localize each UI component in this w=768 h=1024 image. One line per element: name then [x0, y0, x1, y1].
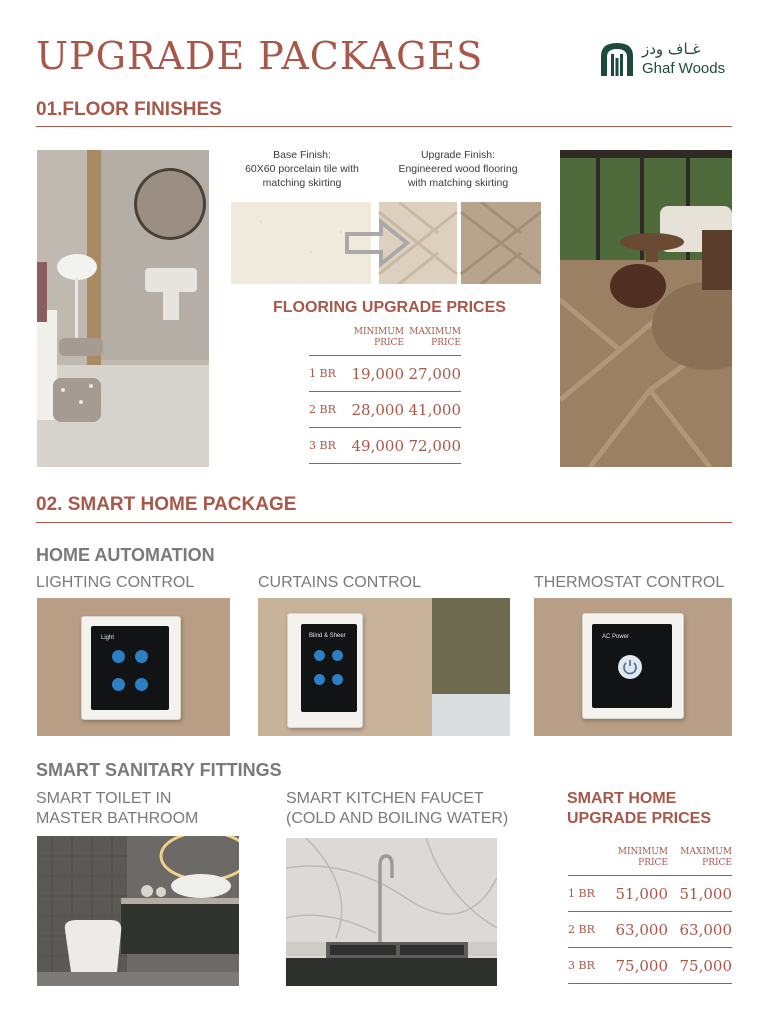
power-icon: [618, 655, 642, 679]
smart-home-price-table: [568, 847, 732, 984]
flooring-price-table: [309, 327, 461, 464]
porcelain-tile-swatch: [231, 202, 371, 284]
thermostat-control-label: THERMOSTAT CONTROL: [534, 574, 725, 591]
lighting-control-photo: [37, 598, 230, 736]
max-price-cell: 72,000: [404, 428, 461, 464]
unit-cell: 3 BR: [309, 428, 347, 464]
max-price-cell: 27,000: [404, 356, 461, 392]
floor-section-heading: 01.FLOOR FINISHES: [36, 99, 222, 120]
max-price-header-1: MAXIMUM: [680, 847, 732, 857]
window-sill: [432, 694, 510, 736]
min-price-cell: 49,000: [347, 428, 404, 464]
base-finish-caption: [232, 148, 372, 190]
max-price-cell: 75,000: [668, 948, 732, 984]
max-price-header-2: PRICE: [702, 858, 732, 868]
curtains-control-label: CURTAINS CONTROL: [258, 574, 421, 591]
max-price-header-1: MAXIMUM: [409, 327, 461, 337]
curtain-button-icon: [314, 674, 325, 685]
base-finish-label: Base Finish:: [273, 149, 331, 161]
unit-col-header: [309, 327, 347, 356]
brand-english-name: Ghaf Woods: [642, 60, 726, 77]
max-price-cell: 51,000: [668, 876, 732, 912]
light-button-icon: [135, 650, 148, 663]
upgrade-finish-label: Upgrade Finish:: [420, 149, 496, 161]
flooring-prices-title: FLOORING UPGRADE PRICES: [273, 299, 506, 316]
table-row: [309, 392, 461, 428]
smart-faucet-caption: [286, 789, 508, 829]
min-price-header-1: MINIMUM: [353, 327, 404, 337]
min-price-header: [347, 327, 404, 356]
page-title: UPGRADE PACKAGES: [36, 34, 484, 78]
table-row: [568, 948, 732, 984]
upgrade-finish-desc-2: with matching skirting: [407, 177, 509, 189]
table-row: [309, 428, 461, 464]
living-room-photo: [560, 150, 732, 467]
smart-faucet-photo: [286, 838, 497, 986]
home-automation-heading: HOME AUTOMATION: [36, 545, 215, 565]
brand-arabic-name: غـاف ودز: [642, 40, 701, 58]
unit-cell: 2 BR: [309, 392, 347, 428]
smart-prices-title: [567, 789, 711, 829]
min-price-cell: 19,000: [347, 356, 404, 392]
smart-toilet-caption: [36, 789, 198, 829]
min-price-header-2: PRICE: [638, 858, 668, 868]
light-button-icon: [112, 650, 125, 663]
curtains-screen-title: Blind & Sheer: [309, 633, 346, 639]
min-price-cell: 75,000: [608, 948, 668, 984]
lighting-control-label: LIGHTING CONTROL: [36, 574, 195, 591]
brand-logo: [598, 40, 738, 80]
upgrade-finish-caption: [388, 148, 528, 190]
curtain-button-icon: [332, 674, 343, 685]
curtains-switch-screen: [301, 624, 357, 712]
max-price-header: [404, 327, 461, 356]
min-price-cell: 63,000: [608, 912, 668, 948]
max-price-cell: 63,000: [668, 912, 732, 948]
smart-section-rule: [36, 522, 732, 523]
unit-cell: 1 BR: [309, 356, 347, 392]
curtain-button-icon: [314, 650, 325, 661]
light-button-icon: [135, 678, 148, 691]
smart-toilet-line-2: MASTER BATHROOM: [36, 810, 199, 827]
finish-swatches: [231, 202, 541, 284]
floor-section-rule: [36, 126, 732, 127]
max-price-header-2: PRICE: [431, 338, 461, 348]
smart-sanitary-heading: SMART SANITARY FITTINGS: [36, 760, 282, 780]
smart-prices-title-2: UPGRADE PRICES: [567, 810, 712, 827]
smart-toilet-photo: [37, 836, 239, 986]
smart-section-heading: 02. SMART HOME PACKAGE: [36, 494, 297, 515]
smart-prices-title-1: SMART HOME: [567, 790, 677, 807]
smart-faucet-line-2: (COLD AND BOILING WATER): [286, 810, 509, 827]
min-price-cell: 51,000: [608, 876, 668, 912]
base-finish-desc-1: 60X60 porcelain tile with: [245, 163, 359, 175]
upgrade-finish-desc-1: Engineered wood flooring: [398, 163, 518, 175]
smart-faucet-line-1: SMART KITCHEN FAUCET: [286, 790, 484, 807]
table-row: [568, 876, 732, 912]
ghaf-tree-logo-icon: [598, 40, 636, 76]
min-price-header-1: MINIMUM: [617, 847, 668, 857]
base-finish-desc-2: matching skirting: [262, 177, 342, 189]
thermostat-screen-title: AC Power: [602, 634, 630, 640]
light-button-icon: [112, 678, 125, 691]
max-price-cell: 41,000: [404, 392, 461, 428]
lighting-screen-title: Light: [101, 635, 115, 641]
smart-toilet-line-1: SMART TOILET IN: [36, 790, 172, 807]
lighting-switch-panel: [81, 616, 181, 720]
thermostat-switch-panel: [582, 613, 684, 719]
curtains-switch-panel: [287, 613, 363, 728]
curtain-button-icon: [332, 650, 343, 661]
lighting-switch-screen: [91, 626, 169, 710]
bathroom-photo: [37, 150, 209, 467]
max-price-header: [668, 847, 732, 876]
min-price-header: [608, 847, 668, 876]
table-row: [568, 912, 732, 948]
min-price-header-2: PRICE: [374, 338, 404, 348]
table-row: [309, 356, 461, 392]
thermostat-control-photo: [534, 598, 732, 736]
flooring-price-header-row: [309, 327, 461, 356]
unit-cell: 2 BR: [568, 912, 608, 948]
thermostat-switch-screen: [592, 624, 672, 708]
unit-cell: 3 BR: [568, 948, 608, 984]
unit-cell: 1 BR: [568, 876, 608, 912]
smart-price-header-row: [568, 847, 732, 876]
min-price-cell: 28,000: [347, 392, 404, 428]
curtains-control-photo: [258, 598, 510, 736]
unit-col-header: [568, 847, 608, 876]
